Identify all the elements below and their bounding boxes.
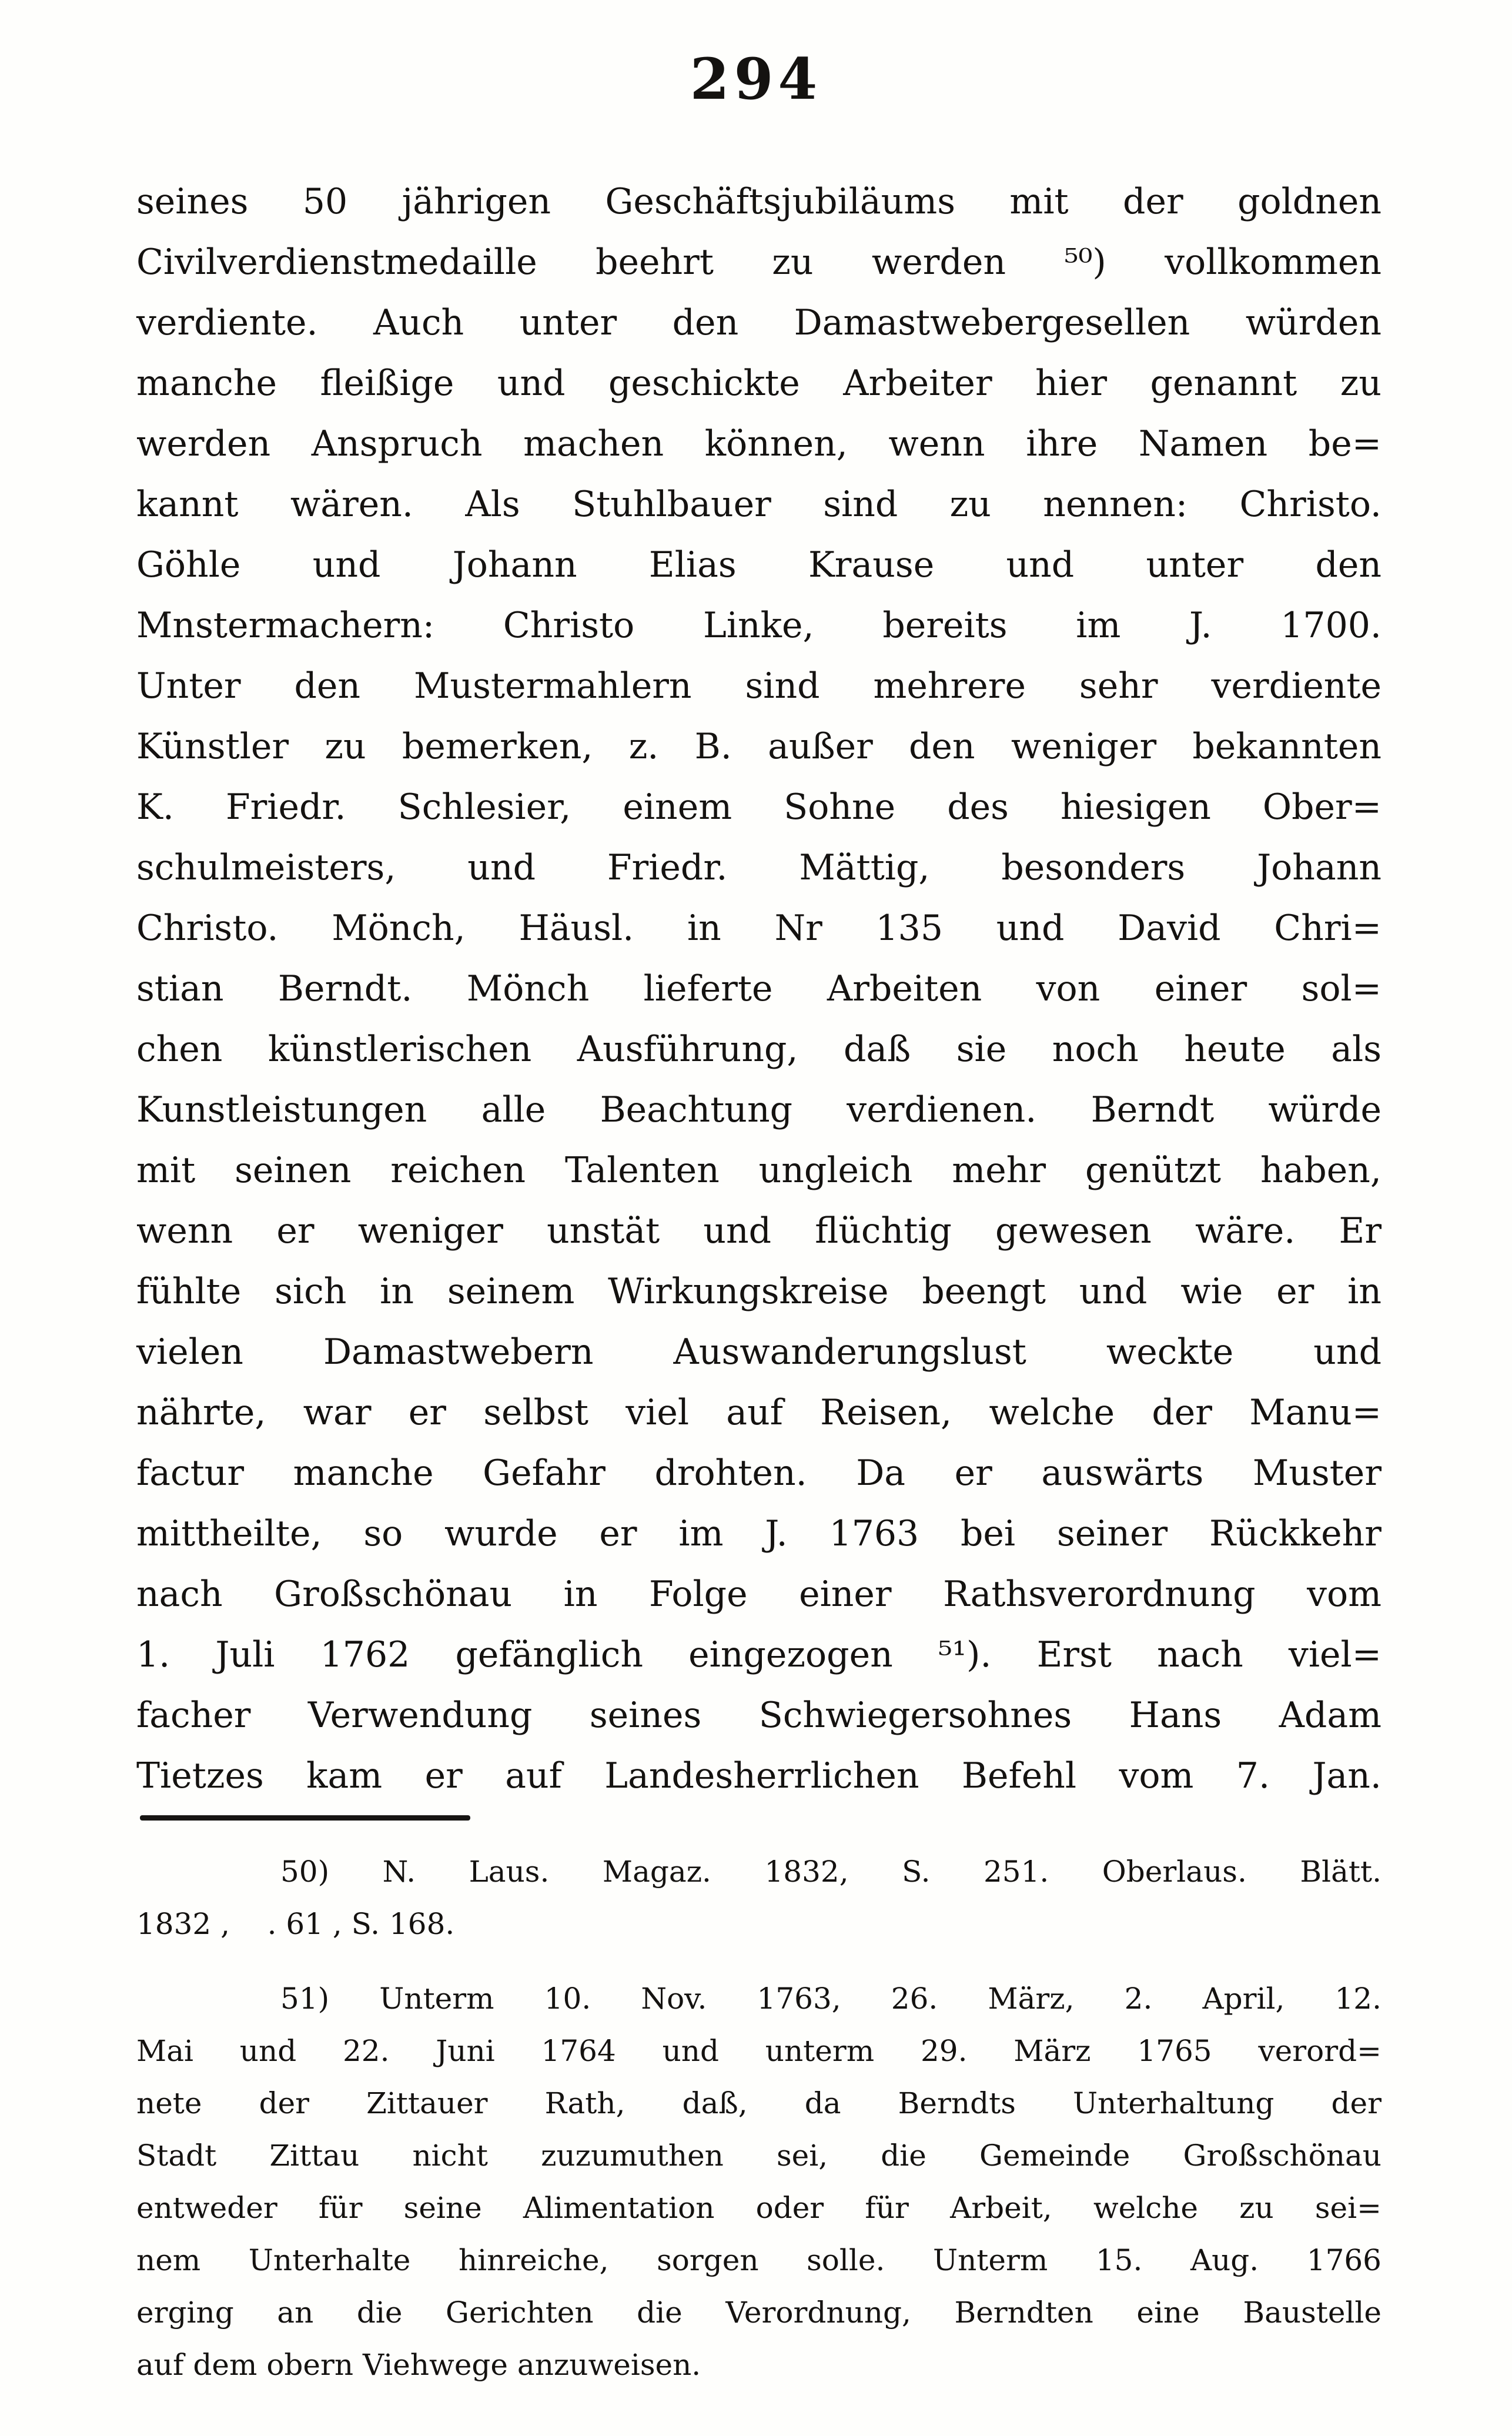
text-line: auf dem obern Viehwege anzuweisen. <box>136 2348 701 2382</box>
text-line: seines 50 jährigen Geschäftsjubiläums mit der goldnen <box>136 181 1381 222</box>
text-line: nährte, war er selbst viel auf Reisen, welche der Manu= <box>136 1392 1381 1433</box>
text-line: Unter den Mustermahlern sind mehrere sehr verdiente <box>136 665 1381 707</box>
text-line: stian Berndt. Mönch lieferte Arbeiten von einer sol= <box>136 968 1381 1009</box>
text-line: Künstler zu bemerken, z. B. außer den weniger bekannten <box>136 726 1381 767</box>
text-line: verdiente. Auch unter den Damastwebergesellen würden <box>136 302 1381 343</box>
text-line: vielen Damastwebern Auswanderungslust weckte und <box>136 1331 1381 1373</box>
text-line: 1832 , . 61 , S. 168. <box>136 1907 455 1941</box>
text-line: entweder für seine Alimentation oder für Arbeit, welche zu sei= <box>136 2191 1381 2225</box>
text-line: manche fleißige und geschickte Arbeiter hier genannt zu <box>136 363 1381 404</box>
text-line: Tietzes kam er auf Landesherrlichen Befehl vom 7. Jan. <box>136 1755 1381 1796</box>
text-line: kannt wären. Als Stuhlbauer sind zu nennen: Christo. <box>136 484 1381 525</box>
main-text-block <box>136 172 1381 1806</box>
text-line: Mai und 22. Juni 1764 und unterm 29. März 1765 verord= <box>136 2034 1381 2068</box>
text-line: Stadt Zittau nicht zuzumuthen sei, die Gemeinde Großschönau <box>136 2139 1381 2173</box>
text-line: mit seinen reichen Talenten ungleich mehr genützt haben, <box>136 1150 1381 1191</box>
text-line: chen künstlerischen Ausführung, daß sie noch heute als <box>136 1029 1381 1070</box>
text-line: Civilverdienstmedaille beehrt zu werden ⁵⁰) vollkommen <box>136 242 1381 283</box>
text-line: nach Großschönau in Folge einer Rathsverordnung vom <box>136 1574 1381 1615</box>
text-line: factur manche Gefahr drohten. Da er auswärts Muster <box>136 1453 1381 1494</box>
text-line: Mnstermachern: Christo Linke, bereits im J. 1700. <box>136 605 1381 646</box>
page-number: 294 <box>690 46 822 112</box>
footnote-50 <box>136 1846 1381 1950</box>
text-line: wenn er weniger unstät und flüchtig gewesen wäre. Er <box>136 1210 1381 1252</box>
text-line: werden Anspruch machen können, wenn ihre Namen be= <box>136 423 1381 464</box>
text-line: nem Unterhalte hinreiche, sorgen solle. Unterm 15. Aug. 1766 <box>136 2243 1381 2277</box>
text-line: 51) Unterm 10. Nov. 1763, 26. März, 2. April, 12. <box>280 1982 1381 2016</box>
footnote-separator-rule <box>140 1815 470 1821</box>
text-line: Göhle und Johann Elias Krause und unter den <box>136 544 1381 585</box>
text-line: K. Friedr. Schlesier, einem Sohne des hiesigen Ober= <box>136 787 1381 828</box>
text-line: facher Verwendung seines Schwiegersohnes Hans Adam <box>136 1695 1381 1736</box>
text-line: Christo. Mönch, Häusl. in Nr 135 und David Chri= <box>136 908 1381 949</box>
footnote-51 <box>136 1973 1381 2391</box>
text-line: mittheilte, so wurde er im J. 1763 bei seiner Rückkehr <box>136 1513 1381 1554</box>
text-line: erging an die Gerichten die Verordnung, Berndten eine Baustelle <box>136 2296 1381 2330</box>
text-line: 1. Juli 1762 gefänglich eingezogen ⁵¹). Erst nach viel= <box>136 1634 1381 1675</box>
text-line: schulmeisters, und Friedr. Mättig, besonders Johann <box>136 847 1381 888</box>
text-line: Kunstleistungen alle Beachtung verdienen. Berndt würde <box>136 1089 1381 1130</box>
text-line: 50) N. Laus. Magaz. 1832, S. 251. Oberlaus. Blätt. <box>280 1855 1381 1889</box>
text-line: fühlte sich in seinem Wirkungskreise beengt und wie er in <box>136 1271 1381 1312</box>
text-line: nete der Zittauer Rath, daß, da Berndts Unterhaltung der <box>136 2086 1381 2120</box>
